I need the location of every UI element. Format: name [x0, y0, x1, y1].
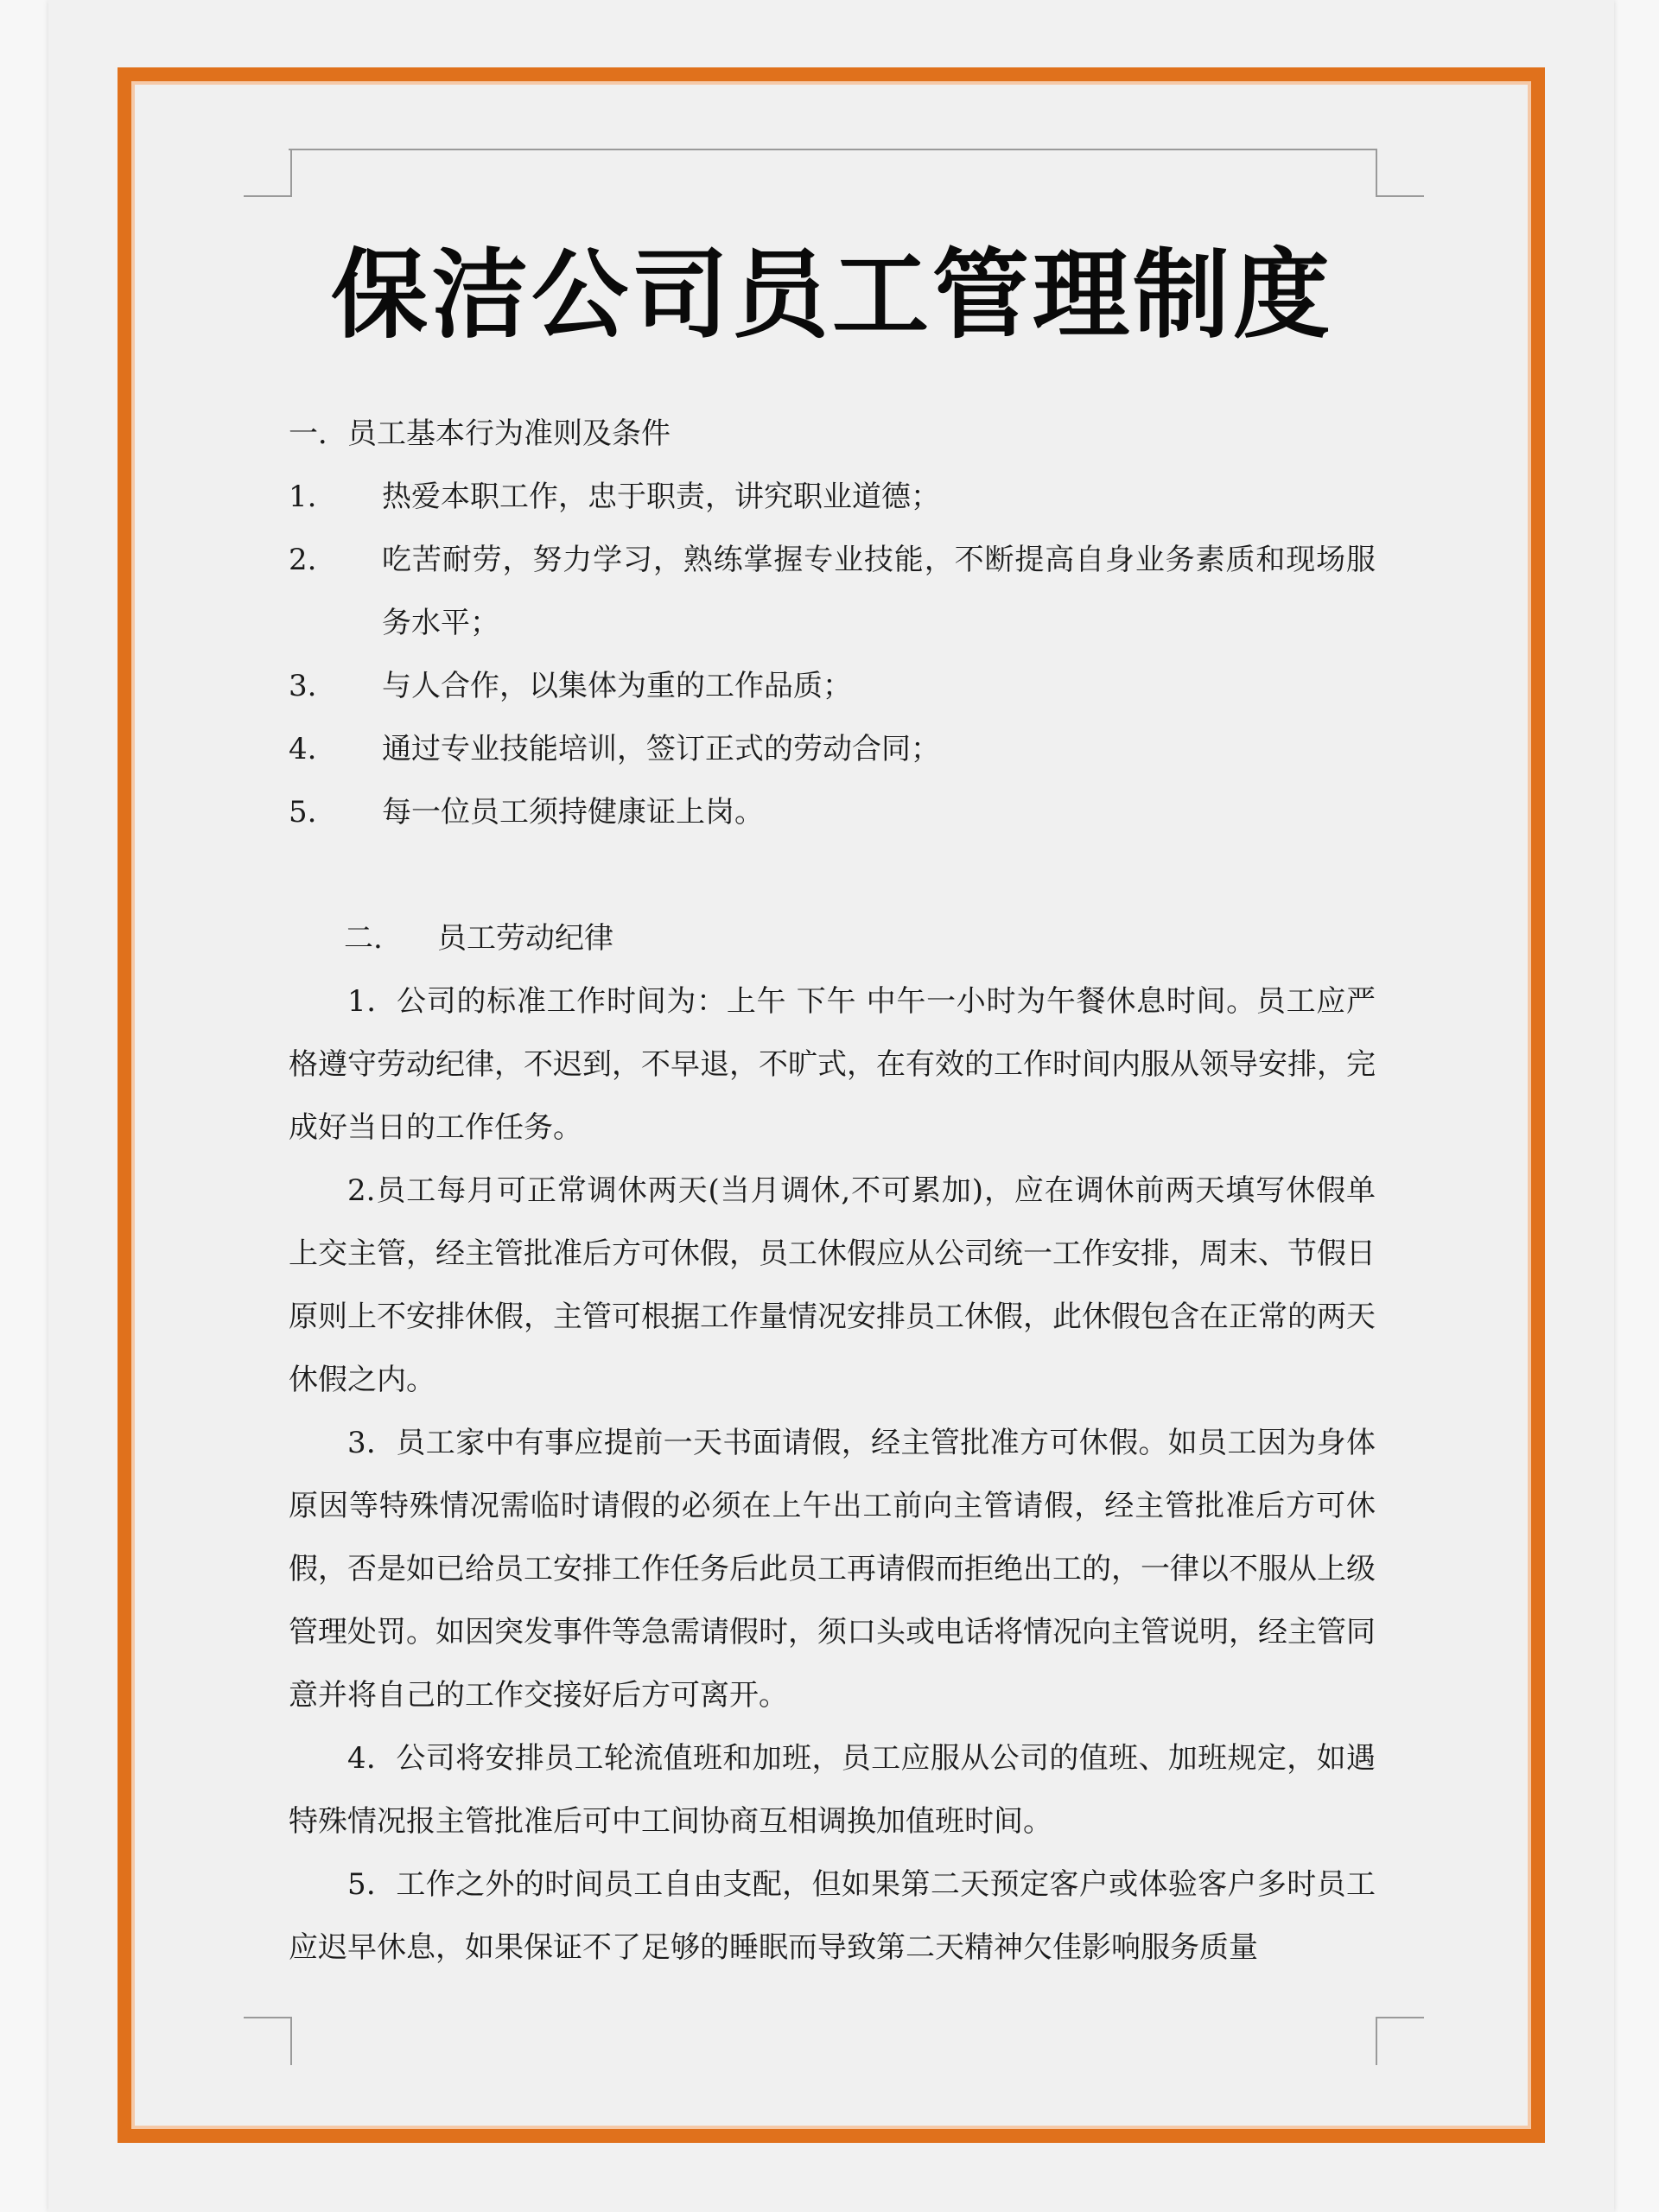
list-item-text: 吃苦耐劳，努力学习，熟练掌握专业技能，不断提高自身业务素质和现场服务水平； [382, 543, 1376, 640]
list-item-number: 1. [289, 480, 317, 514]
document-title: 保洁公司员工管理制度 [331, 238, 1333, 352]
paragraph: 2.员工每月可正常调休两天(当月调休,不可累加)，应在调休前两天填写休假单上交主管，经主管批准后方可休假，员工休假应从公司统一工作安排，周末、节假日原则上不安排休假，主管可根据工作量情况安排员工休假，此休假包含在正常的两天休假之内。 [289, 1173, 1376, 1397]
list-item [289, 655, 1376, 718]
section-2-heading [344, 907, 1376, 970]
header-rule [289, 149, 1376, 150]
section-2-title: 员工劳动纪律 [437, 921, 613, 956]
paragraph: 5．工作之外的时间员工自由支配，但如果第二天预定客户或体验客户多时员工应迟早休息，如果保证不了足够的睡眠而导致第二天精神欠佳影响服务质量 [289, 1867, 1376, 1965]
list-item-text: 通过专业技能培训，签订正式的劳动合同； [382, 732, 940, 766]
list-item-number: 3. [289, 669, 317, 703]
list-item-number: 5. [289, 795, 317, 830]
paragraph: 3．员工家中有事应提前一天书面请假，经主管批准方可休假。如员工因为身体原因等特殊情况需临时请假的必须在上午出工前向主管请假，经主管批准后方可休假，否是如已给员工安排工作任务后此员工再请假而拒绝出工的，一律以不服从上级管理处罚。如因突发事件等急需请假时，须口头或电话将情况向主管说明，经主管同意并将自己的工作交接好后方可离开。 [289, 1426, 1376, 1713]
list-item [289, 529, 1376, 655]
list-item [289, 718, 1376, 781]
paragraph: 1．公司的标准工作时间为：上午 下午 中午一小时为午餐休息时间。员工应严格遵守劳动纪律，不迟到，不早退，不旷式，在有效的工作时间内服从领导安排，完成好当日的工作任务。 [289, 984, 1376, 1145]
margin-corner-top-right [1376, 149, 1424, 197]
list-item-text: 每一位员工须持健康证上岗。 [382, 795, 764, 830]
list-item-text: 与人合作，以集体为重的工作品质； [382, 669, 852, 703]
section-1-heading: 一．员工基本行为准则及条件 [289, 416, 671, 451]
document-body [289, 403, 1376, 1980]
list-item [289, 781, 1376, 844]
list-item-number: 4. [289, 732, 317, 766]
list-item [289, 466, 1376, 529]
section-2-number: 二. [344, 921, 383, 956]
margin-corner-top-left [244, 149, 292, 197]
blank-line [289, 844, 1376, 907]
list-item-number: 2. [289, 543, 317, 577]
margin-corner-bottom-left [244, 2017, 292, 2065]
section-1-list [289, 466, 1376, 844]
list-item-text: 热爱本职工作，忠于职责，讲究职业道德； [382, 480, 940, 514]
margin-corner-bottom-right [1376, 2017, 1424, 2065]
paragraph: 4．公司将安排员工轮流值班和加班，员工应服从公司的值班、加班规定，如遇特殊情况报主管批准后可中工间协商互相调换加值班时间。 [289, 1741, 1376, 1839]
